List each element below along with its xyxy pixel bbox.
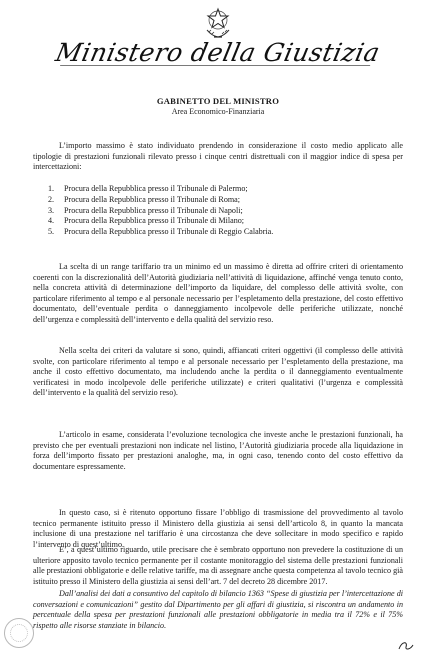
list-item: 3. Procura della Repubblica presso il Tribunale di Napoli; [48,205,243,215]
office-title: GABINETTO DEL MINISTRO [156,96,280,106]
paragraph-article: L’articolo in esame, considerata l’evoluzione tecnologica che investe anche le prestazioni funzionali, ha previsto che per eventuali prestazioni non indicate nel listino, l’Autorità giudiziaria procede alla liquidazione in forza dell’importo fissato per prestazioni analoghe, ma, in ogni caso, tenendo conto del costo effettivo da documentare espressamente. [33,430,403,471]
italian-republic-emblem-icon [203,6,233,40]
paragraph-criteria: Nella scelta dei criteri da valutare si sono, quindi, affiancati criteri oggettivi (il complesso delle attività svolte, con particolare riferimento al tempo e al personale necessario per l’espletamento della prestazione, ma anche il costo effettivo documentato, ma includendo anche la perdita o il danneggiamento eventualmente verificatesi in modo incolpevole delle periferiche utilizzate) e criteri qualitativi (l’urgenza e complessità dell’intervento e la qualità del servizio reso). [33,346,403,397]
list-item: 5. Procura della Repubblica presso il Tribunale di Reggio Calabria. [48,227,274,237]
list-item: 2. Procura della Repubblica presso il Tribunale di Roma; [48,194,241,204]
paragraph-range: La scelta di un range tariffario tra un minimo ed un massimo è diretta ad offrire criteri di orientamento coerenti con la discrezionalità dell’Autorità giudiziaria nell’attività di liquidazione, affinché venga tenuto conto, nella concreta attività di determinazione dell’importo da liquidare, del complesso delle attività svolte, con particolare riferimento al tempo e al personale necessario per l’espletamento della prestazione, del costo effettivo documentato, dell’eventuale perdita o danneggiamento incolpevole delle periferiche utilizzate, nonché dell’urgenza e complessità dell’intervento e della qualità del servizio reso. [33,262,403,324]
office-area: Area Economico-Finanziaria [171,107,265,116]
official-seal-icon [4,618,34,648]
prosecutor-offices-list [48,184,388,238]
paragraph-obligation: In questo caso, si è ritenuto opportuno fissare l’obbligo di trasmissione del provvedimento al tavolo tecnico permanente istituito presso il Ministero della giustizia ai sensi dell’articolo 8, in quanto la mancata inclusione di una prestazione nel tariffario è una circostanza che deve sollecitare in modo specifico e rapido l’intervento di quest’ultimo. [33,508,403,549]
list-item: 4. Procura della Repubblica presso il Tribunale di Milano; [48,216,245,226]
handwritten-initials-icon [396,639,416,653]
paragraph-budget-analysis: Dall’analisi dei dati a consuntivo del capitolo di bilancio 1363 “Spese di giustizia per l’intercettazione di conversazioni e comunicazioni” gestito dal Dipartimento per gli affari di giustizia, si riscontra un andamento in percentuale della spesa per prestazioni funzionali alle prestazioni obbligatorie in media tra il 72% e il 75% rispetto alle risorse stanziate in bilancio. [33,589,403,630]
list-item: 1. Procura della Repubblica presso il Tribunale di Palermo; [48,184,248,193]
intro-paragraph: L’importo massimo è stato individuato prendendo in considerazione il costo medio applicato alle tipologie di prestazioni funzionali rilevato presso i cinque centri distrettuali con il maggior indice di spesa per intercettazioni: [33,141,403,171]
ministry-name: Ministero della Giustizia [0,38,436,66]
paragraph-technical-table: E’, a quest’ultimo riguardo, utile precisare che è sembrato opportuno non prevedere la costituzione di un ulteriore apposito tavolo tecnico permanente per il costante monitoraggio del sistema delle prestazioni funzionali alle prestazioni obbligatorie e delle relative tariffe, ma di assegnare anche questa competenza al tavolo tecnico già istituito presso il Ministero della giustizia ai sensi dell’art. 7 del decreto 28 dicembre 2017. [33,545,403,586]
